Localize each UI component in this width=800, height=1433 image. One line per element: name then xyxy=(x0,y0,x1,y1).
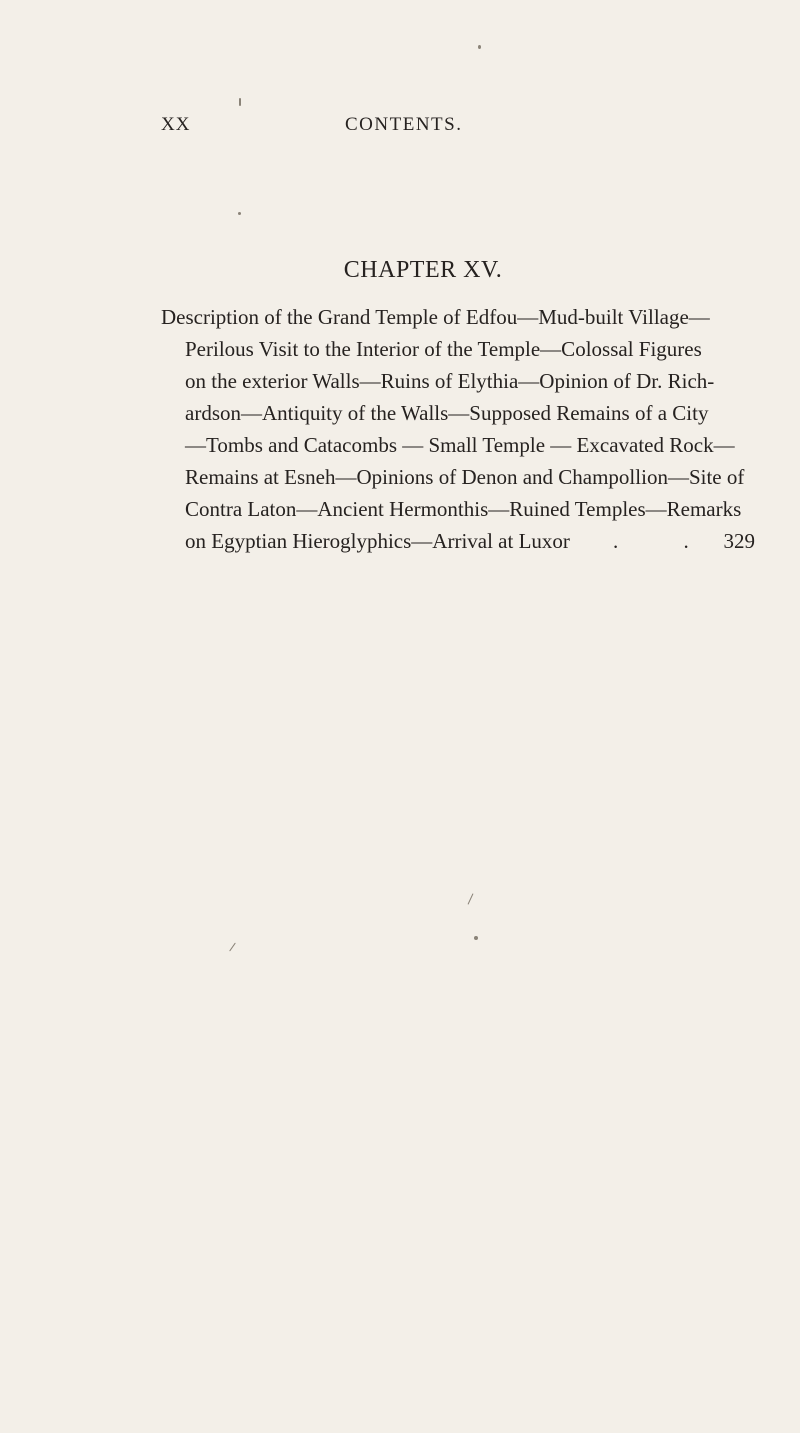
summary-line: Contra Laton—Ancient Hermonthis—Ruined Temples—Remarks xyxy=(185,497,742,521)
paper-speck xyxy=(468,893,474,904)
summary-line-final xyxy=(185,524,755,558)
paper-speck xyxy=(229,943,236,952)
paper-speck xyxy=(239,98,241,106)
page-number: XX xyxy=(161,114,191,135)
paper-speck xyxy=(478,45,481,49)
paper-speck xyxy=(474,936,478,940)
running-head: CONTENTS. xyxy=(345,114,463,135)
summary-line: Description of the Grand Temple of Edfou—Mud-built Village— xyxy=(161,305,710,329)
summary-line: ardson—Antiquity of the Walls—Supposed Remains of a City xyxy=(185,401,709,425)
chapter-heading xyxy=(0,257,800,284)
summary-line: Remains at Esneh—Opinions of Denon and Champollion—Site of xyxy=(185,465,745,489)
dot-leader: . . xyxy=(613,529,719,553)
page-header xyxy=(0,114,800,148)
summary-line: —Tombs and Catacombs — Small Temple — Excavated Rock— xyxy=(185,433,735,457)
summary-line: Perilous Visit to the Interior of the Temple—Colossal Figures xyxy=(185,337,702,361)
summary-line: on Egyptian Hieroglyphics—Arrival at Luxor xyxy=(185,529,570,553)
summary-line: on the exterior Walls—Ruins of Elythia—Opinion of Dr. Rich- xyxy=(185,369,715,393)
chapter-title: CHAPTER XV. xyxy=(343,257,503,283)
page-reference: 329 xyxy=(723,529,755,553)
paper-speck xyxy=(238,212,241,215)
